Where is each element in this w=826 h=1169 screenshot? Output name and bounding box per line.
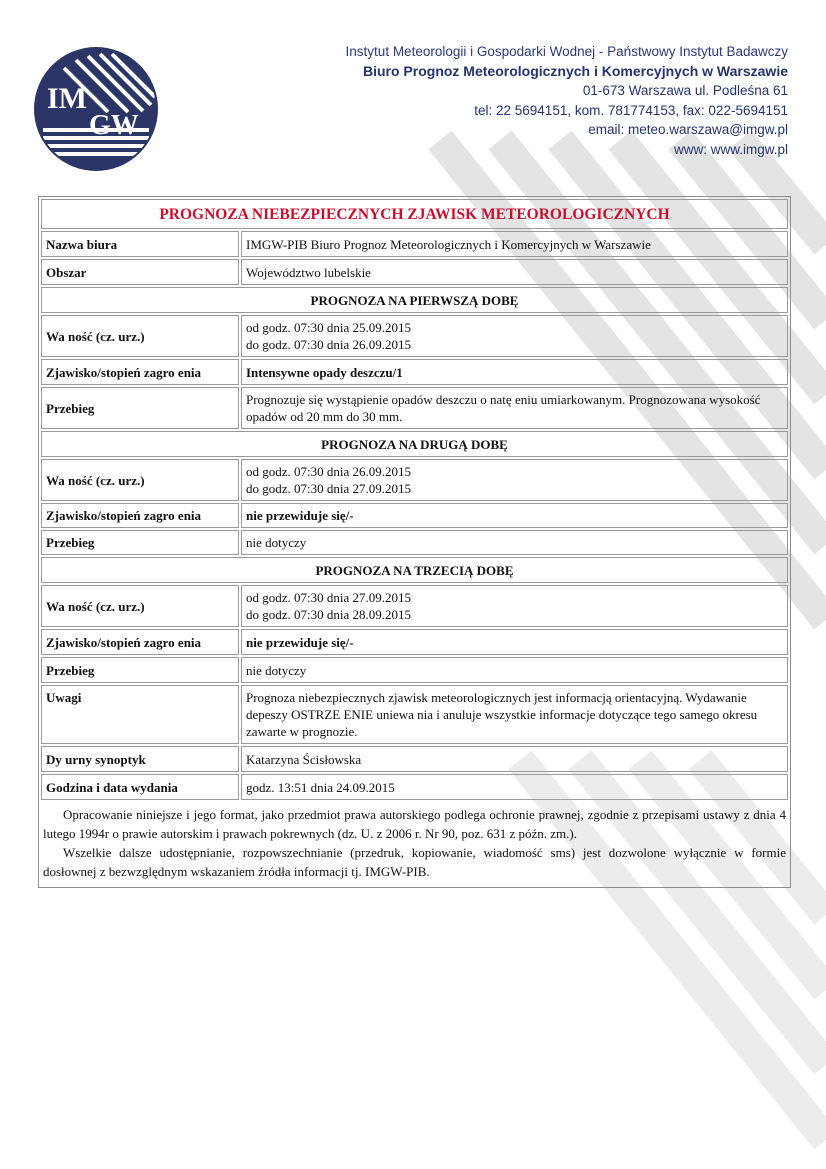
website-link[interactable]: www: www.imgw.pl (673, 141, 788, 157)
day3-validity-to: do godz. 07:30 dnia 28.09.2015 (246, 607, 412, 622)
issued-label: Godzina i data wydania (41, 774, 239, 800)
remarks-label: Uwagi (41, 685, 239, 744)
day1-validity-to: do godz. 07:30 dnia 26.09.2015 (246, 337, 412, 352)
day1-phenomenon-label: Zjawisko/stopień zagro enia (41, 359, 239, 385)
day2-course-label: Przebieg (41, 530, 239, 555)
day3-validity-from: od godz. 07:30 dnia 27.09.2015 (246, 590, 412, 605)
day1-validity (241, 315, 788, 357)
day3-course-value: nie dotyczy (241, 657, 788, 683)
forecast-document (38, 196, 791, 888)
logo-text-bottom: GW (89, 110, 139, 141)
day2-validity (241, 459, 788, 501)
day2-phenomenon-value: nie przewiduje się/- (241, 503, 788, 528)
day2-course-value: nie dotyczy (241, 530, 788, 555)
day2-heading: PROGNOZA NA DRUGĄ DOBĘ (41, 431, 788, 457)
day1-heading: PROGNOZA NA PIERWSZĄ DOBĘ (41, 287, 788, 313)
imgw-logo (33, 46, 159, 172)
issued-value: godz. 13:51 dnia 24.09.2015 (241, 774, 788, 800)
institute-info (346, 42, 788, 159)
logo-text-top: IM (47, 82, 87, 115)
day2-phenomenon-label: Zjawisko/stopień zagro enia (41, 503, 239, 528)
day3-phenomenon-label: Zjawisko/stopień zagro enia (41, 629, 239, 655)
day1-phenomenon-value: Intensywne opady deszczu/1 (241, 359, 788, 385)
day2-validity-label: Wa ność (cz. urz.) (41, 459, 239, 501)
document-title: PROGNOZA NIEBEZPIECZNYCH ZJAWISK METEOROLOGICZNYCH (41, 199, 788, 229)
day1-validity-label: Wa ność (cz. urz.) (41, 315, 239, 357)
office-label: Nazwa biura (41, 231, 239, 257)
day3-validity-label: Wa ność (cz. urz.) (41, 585, 239, 627)
area-value: Województwo lubelskie (241, 259, 788, 285)
day3-heading: PROGNOZA NA TRZECIĄ DOBĘ (41, 557, 788, 583)
forecaster-value: Katarzyna Ścisłowska (241, 746, 788, 772)
phone-numbers: tel: 22 5694151, kom. 781774153, fax: 022-5694151 (474, 102, 788, 118)
day3-course-label: Przebieg (41, 657, 239, 683)
day2-validity-to: do godz. 07:30 dnia 27.09.2015 (246, 481, 412, 496)
letterhead (0, 0, 826, 180)
email-link[interactable]: email: meteo.warszawa@imgw.pl (588, 122, 788, 137)
day3-phenomenon-value: nie przewiduje się/- (241, 629, 788, 655)
office-name: Biuro Prognoz Meteorologicznych i Komercyjnych w Warszawie (362, 62, 788, 79)
remarks-value: Prognoza niebezpiecznych zjawisk meteorologicznych jest informacją orientacyjną. Wydawanie depeszy OSTRZE ENIE uniewa nia i anuluje wszystkie informacje dotyczące tego samego okresu zawarte w prognozie. (241, 685, 788, 744)
address: 01-673 Warszawa ul. Podleśna 61 (582, 83, 788, 98)
distribution-notice: Wszelkie dalsze udostępnianie, rozpowszechnianie (przedruk, kopiowanie, wiadomość sms) jest dozwolone wyłącznie w formie dosłownej z bezwzględnym wskazaniem źródła informacji tj. IMGW-PIB. (43, 845, 786, 879)
legal-notice (39, 802, 790, 887)
forecast-table (39, 197, 790, 802)
forecaster-label: Dy urny synoptyk (41, 746, 239, 772)
day3-validity (241, 585, 788, 627)
institute-name: Instytut Meteorologii i Gospodarki Wodnej - Państwowy Instytut Badawczy (345, 44, 788, 59)
day1-course-label: Przebieg (41, 387, 239, 429)
office-value: IMGW-PIB Biuro Prognoz Meteorologicznych i Komercyjnych w Warszawie (241, 231, 788, 257)
area-label: Obszar (41, 259, 239, 285)
copyright-notice: Opracowanie niniejsze i jego format, jako przedmiot prawa autorskiego podlega ochronie prawnej, zgodnie z przepisami ustawy z dnia 4 lutego 1994r o prawie autorskim i prawach pokrewnych (dz. U. z 2006 r. Nr 90, poz. 631 z późn. zm.). (43, 807, 786, 841)
day1-validity-from: od godz. 07:30 dnia 25.09.2015 (246, 320, 412, 335)
day1-course-value: Prognozuje się wystąpienie opadów deszczu o natę eniu umiarkowanym. Prognozowana wysokość opadów od 20 mm do 30 mm. (241, 387, 788, 429)
day2-validity-from: od godz. 07:30 dnia 26.09.2015 (246, 464, 412, 479)
